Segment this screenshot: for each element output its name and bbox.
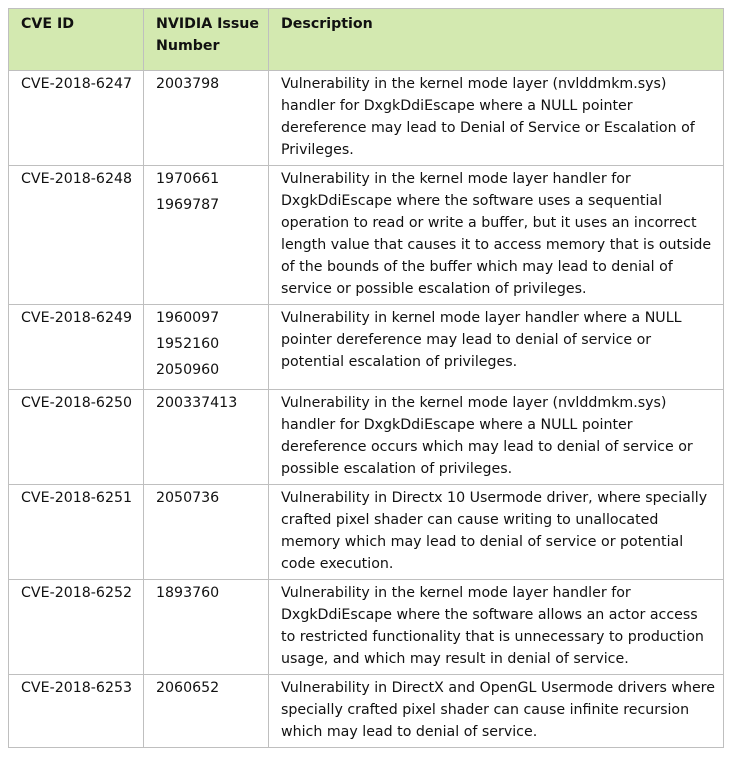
header-cve-id: CVE ID xyxy=(9,9,144,71)
cve-id-cell: CVE-2018-6248 xyxy=(9,166,144,305)
table-row xyxy=(9,390,724,485)
table-row xyxy=(9,71,724,166)
header-issue-number: NVIDIA Issue Number xyxy=(144,9,269,71)
issue-number: 1970661 xyxy=(156,171,220,187)
description-cell: Vulnerability in the kernel mode layer handler for DxgkDdiEscape where the software uses a sequential operation to read or write a buffer, but it uses an incorrect length value that causes it to access memory that is outside of the bounds of the buffer which may lead to denial of service or possible escalation of privileges. xyxy=(269,166,724,305)
table-row xyxy=(9,485,724,580)
issue-number: 1960097 xyxy=(156,310,220,326)
description-cell: Vulnerability in the kernel mode layer (nvlddmkm.sys) handler for DxgkDdiEscape where a NULL pointer dereference may lead to Denial of Service or Escalation of Privileges. xyxy=(269,71,724,166)
cve-id-cell: CVE-2018-6252 xyxy=(9,580,144,675)
issue-number-cell xyxy=(144,485,269,580)
issue-number: 2050960 xyxy=(156,362,220,378)
issue-number-cell xyxy=(144,580,269,675)
cve-id-cell: CVE-2018-6253 xyxy=(9,675,144,748)
table-row xyxy=(9,166,724,305)
cve-id-cell: CVE-2018-6250 xyxy=(9,390,144,485)
issue-number-cell xyxy=(144,71,269,166)
description-cell: Vulnerability in the kernel mode layer (nvlddmkm.sys) handler for DxgkDdiEscape where a NULL pointer dereference occurs which may lead to denial of service or possible escalation of privileges. xyxy=(269,390,724,485)
description-cell: Vulnerability in the kernel mode layer handler for DxgkDdiEscape where the software allows an actor access to restricted functionality that is unnecessary to production usage, and which may result in denial of service. xyxy=(269,580,724,675)
issue-number: 2050736 xyxy=(156,490,220,506)
issue-number: 200337413 xyxy=(156,395,238,411)
issue-number-cell xyxy=(144,390,269,485)
issue-number: 1969787 xyxy=(156,197,220,213)
header-row xyxy=(9,9,724,71)
issue-number-cell xyxy=(144,166,269,305)
issue-number: 2060652 xyxy=(156,680,220,696)
issue-number: 2003798 xyxy=(156,76,220,92)
issue-number: 1893760 xyxy=(156,585,220,601)
table-row xyxy=(9,675,724,748)
description-cell: Vulnerability in Directx 10 Usermode driver, where specially crafted pixel shader can cause writing to unallocated memory which may lead to denial of service or potential code execution. xyxy=(269,485,724,580)
description-cell: Vulnerability in DirectX and OpenGL Usermode drivers where specially crafted pixel shader can cause infinite recursion which may lead to denial of service. xyxy=(269,675,724,748)
cve-table xyxy=(8,8,724,748)
description-cell: Vulnerability in kernel mode layer handler where a NULL pointer dereference may lead to denial of service or potential escalation of privileges. xyxy=(269,305,724,390)
table-row xyxy=(9,580,724,675)
cve-id-cell: CVE-2018-6247 xyxy=(9,71,144,166)
issue-number: 1952160 xyxy=(156,336,220,352)
issue-number-cell xyxy=(144,675,269,748)
cve-id-cell: CVE-2018-6249 xyxy=(9,305,144,390)
header-description: Description xyxy=(269,9,724,71)
cve-id-cell: CVE-2018-6251 xyxy=(9,485,144,580)
issue-number-cell xyxy=(144,305,269,390)
table-row xyxy=(9,305,724,390)
